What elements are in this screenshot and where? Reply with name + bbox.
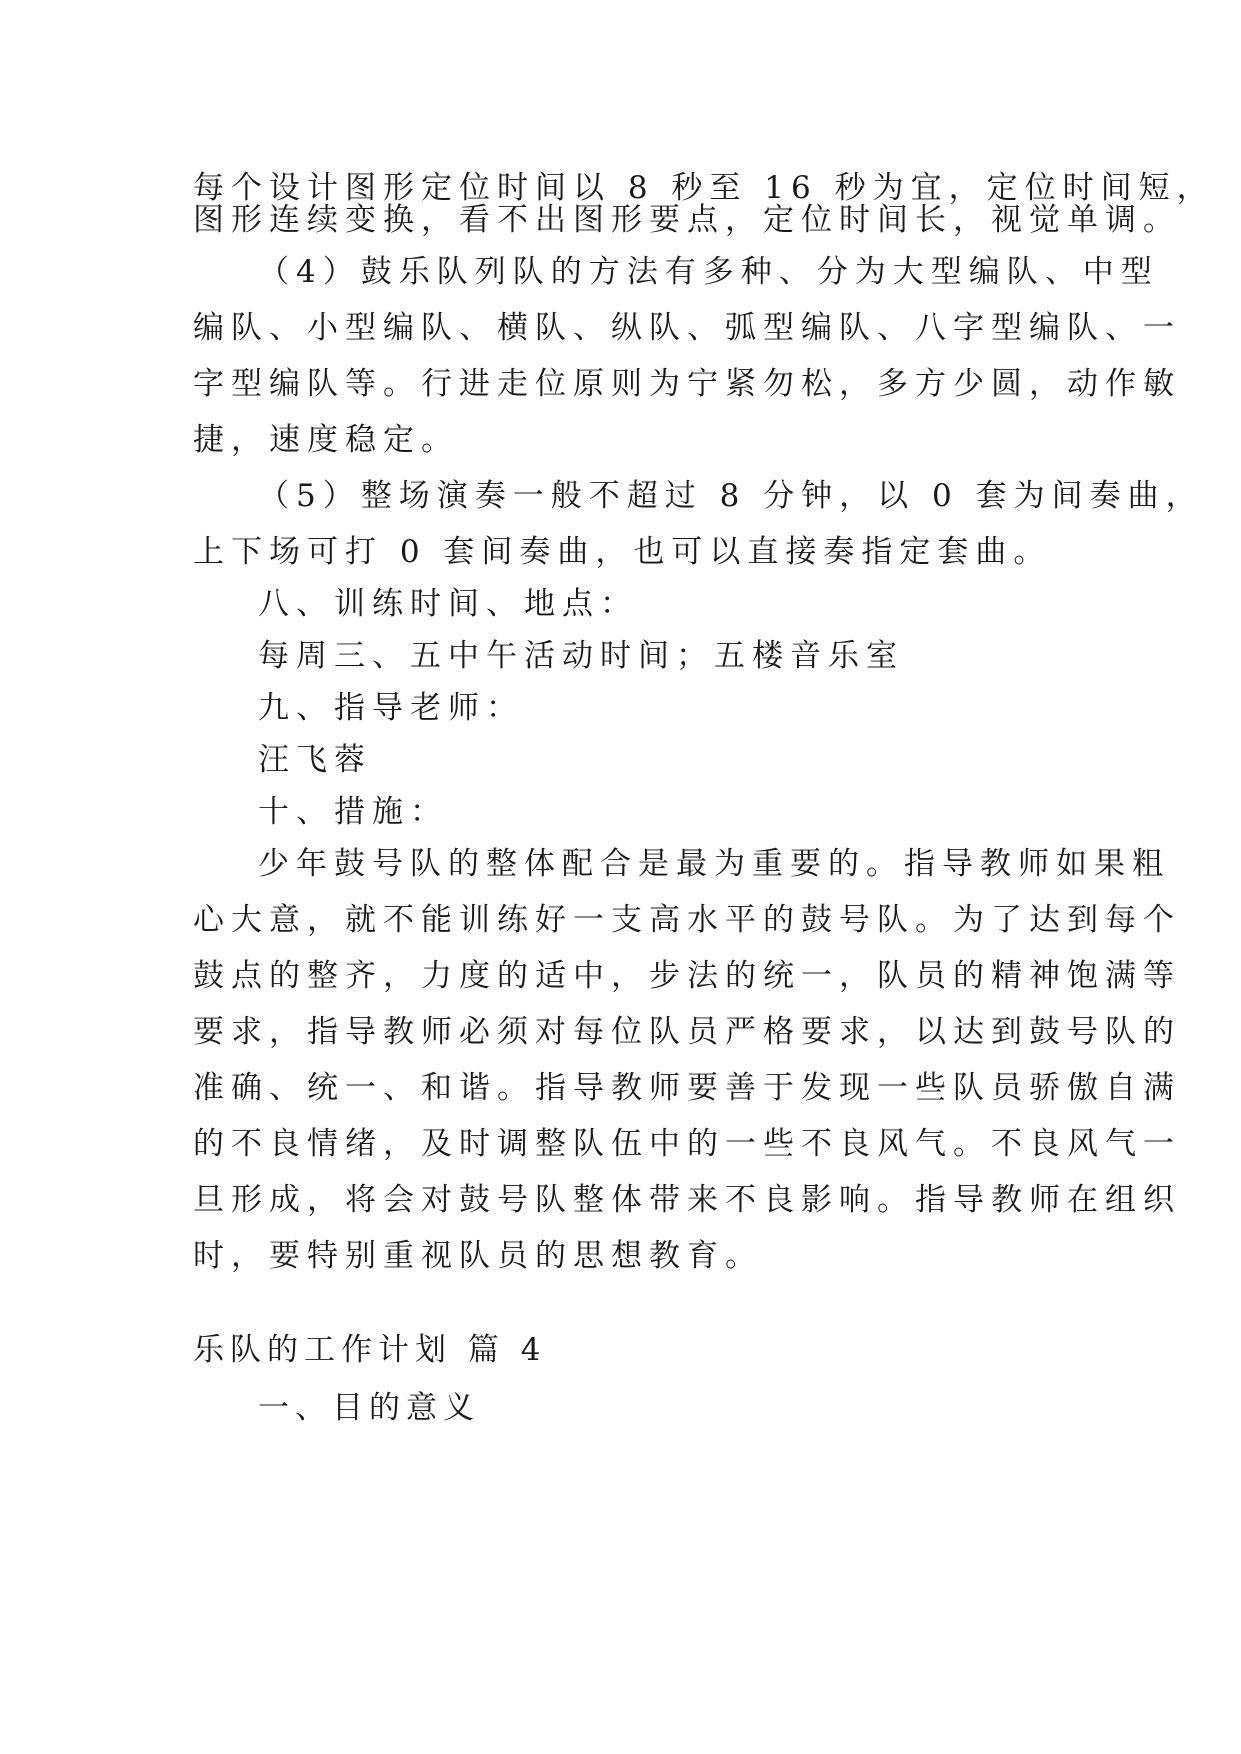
text-line: 鼓点的整齐，力度的适中，步法的统一，队员的精神饱满等 bbox=[193, 958, 1181, 994]
text-line: 十、措施： bbox=[258, 794, 448, 830]
text-line: 要求，指导教师必须对每位队员严格要求，以达到鼓号队的 bbox=[193, 1014, 1181, 1050]
text-line: 时，要特别重视队员的思想教育。 bbox=[193, 1238, 763, 1274]
text-line: 捷，速度稳定。 bbox=[193, 422, 459, 458]
text-line: 图形连续变换，看不出图形要点，定位时间长，视觉单调。 bbox=[193, 202, 1181, 238]
text-line: 少年鼓号队的整体配合是最为重要的。指导教师如果粗 bbox=[258, 846, 1170, 882]
text-line: 每周三、五中午活动时间；五楼音乐室 bbox=[258, 638, 904, 674]
text-line: 的不良情绪，及时调整队伍中的一些不良风气。不良风气一 bbox=[193, 1126, 1181, 1162]
text-line: 心大意，就不能训练好一支高水平的鼓号队。为了达到每个 bbox=[193, 902, 1181, 938]
text-line: 八、训练时间、地点： bbox=[258, 586, 638, 622]
text-line: 字型编队等。行进走位原则为宁紧勿松，多方少圆，动作敏 bbox=[193, 366, 1181, 402]
text-line: （4）鼓乐队列队的方法有多种、分为大型编队、中型 bbox=[258, 254, 1159, 290]
text-line: 编队、小型编队、横队、纵队、弧型编队、八字型编队、一 bbox=[193, 310, 1181, 346]
text-line: 准确、统一、和谐。指导教师要善于发现一些队员骄傲自满 bbox=[193, 1070, 1181, 1106]
text-line: 每个设计图形定位时间以 8 秒至 16 秒为宜，定位时间短， bbox=[193, 170, 1215, 206]
text-line: 汪飞蓉 bbox=[258, 742, 372, 778]
text-line: （5）整场演奏一般不超过 8 分钟，以 0 套为间奏曲， bbox=[258, 478, 1204, 514]
text-line: 上下场可打 0 套间奏曲，也可以直接奏指定套曲。 bbox=[193, 534, 1052, 570]
section-subheading: 一、目的意义 bbox=[258, 1390, 480, 1426]
text-line: 九、指导老师： bbox=[258, 690, 524, 726]
section-title: 乐队的工作计划 篇 4 bbox=[193, 1332, 547, 1368]
text-line: 旦形成，将会对鼓号队整体带来不良影响。指导教师在组织 bbox=[193, 1182, 1181, 1218]
